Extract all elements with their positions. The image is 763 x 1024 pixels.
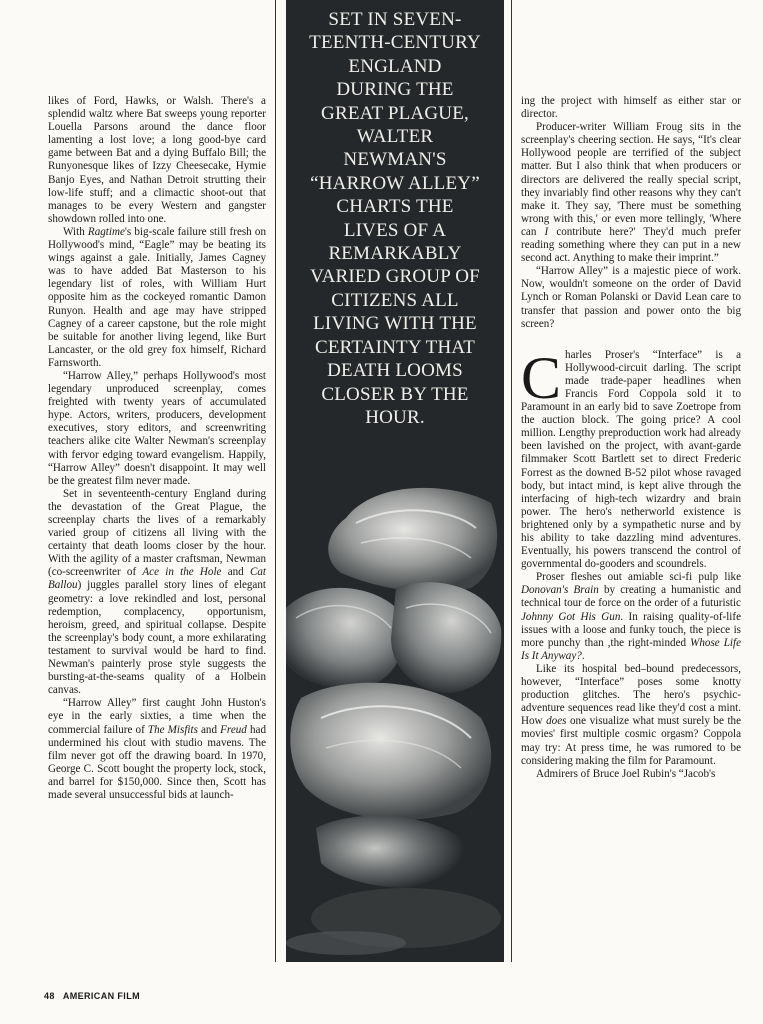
- page-number: 48: [44, 991, 55, 1001]
- right-paragraph-7: Admirers of Bruce Joel Rubin's “Jacob's: [536, 767, 716, 780]
- right-paragraph-1: ing the project with himself as either star or director.: [521, 95, 741, 121]
- magazine-name: AMERICAN FILM: [62, 991, 141, 1001]
- left-column: [48, 95, 266, 802]
- pullquote-panel: [286, 0, 504, 962]
- drop-cap: C: [521, 344, 562, 411]
- page-footer: [44, 991, 148, 1001]
- pullquote-text: SET IN SEVEN- TEENTH-CENTURY ENGLAND DURING THE GREAT PLAGUE, WALTER NEWMAN'S “HARROW ALLEY” CHARTS THE LIVES OF A REMARKABLY VARIED GROUP OF CITIZENS ALL LIVING WITH THE CERTAINTY THAT DEATH LOOMS CLOSER BY THE HOUR.: [309, 9, 481, 428]
- left-paragraph-2: With Ragtime's big-scale failure still fresh on Hollywood's mind, “Eagle” may be beating its wings against a gale. Initially, James Cagney was to have added Bat Masterson to his legendary list of roles, with William Hurt opposite him as the cockeyed romantic Damon Runyon. Health and age may have stripped Cagney of a career capstone, but the role might be suitable for another living legend, like Burt Lancaster, or the old grey fox himself, Richard Farnsworth.: [48, 225, 267, 369]
- left-paragraph-1: likes of Ford, Hawks, or Walsh. There's a splendid waltz where Bat sweeps young reporter Louella Parsons around the dance floor lamenting a lost love; a long good-bye card game between Bat and a dying Buffalo Bill; the Runyonesque likes of Izzy Cheesecake, Hymie Banjo Eyes, and Nathan Detroit strutting their low-life stuff; and a climactic shoot-out that manages to be every Western and gangster showdown rolled into one.: [48, 95, 266, 225]
- right-paragraph-2: Producer-writer William Froug sits in the screenplay's cheering section. He says, “It's clear Hollywood people are terrified of the subject matter. But I also think that when producers or directors are delivered the really special script, they invariably find other reasons why they can't make it. They say, 'There must be something wrong with this,' or even more tellingly, 'Where can I contribute here?' They'd much prefer reading something where they can put in a new second act. Anything to make their imprint.”: [521, 121, 742, 265]
- left-paragraph-3: “Harrow Alley,” perhaps Hollywood's most legendary unproduced screenplay, comes freighted with twenty years of accumulated hype. Actors, writers, producers, development executives, story editors, and screenwriting teachers alike cite Walter Newman's screenplay with fervor edging toward evangelism. Happily, “Harrow Alley” doesn't disappoint. It may well be the greatest film never made.: [48, 369, 266, 487]
- oyster-photo: [286, 478, 504, 962]
- left-paragraph-5: “Harrow Alley” first caught John Huston's eye in the early sixties, a time when the commercial failure of The Misfits and Freud had undermined his clout with studio mavens. The film never got off the drawing board. In 1970, George C. Scott bought the property lock, stock, and barrel for $150,000. Since then, Scott has made several unsuccessful bids at launch-: [48, 697, 266, 801]
- left-paragraph-4: Set in seventeenth-century England during the devastation of the Great Plague, the screenplay charts the lives of a remarkably varied group of citizens all living with the certainty that death looms closer by the hour. With the agility of a master craftsman, Newman (co-screenwriter of Ace in the Hole and Cat Ballou) juggles parallel story lines of elegant geometry: a love rekindled and lost, personal redemption, complacency, opportunism, heroism, greed, and spiritual collapse. Despite the screenplay's body count, a more exhilarating testament to survival would be hard to find. Newman's painterly prose style suggests the bursting-at-the-seams quality of a Holbein canvas.: [48, 487, 266, 697]
- column-rule-left: [275, 0, 276, 962]
- right-paragraph-4: Charles Proser's “Interface” is a Hollywood-circuit darling. The script made trade-paper headlines when Francis Ford Coppola sold it to Paramount in an early bid to save Zoetrope from the auction block. The going price? A cool million. Lengthy preproduction work had already been lavished on the project, with avant-garde filmmaker Scott Bartlett set to direct Frederic Forrest as the downed B-52 pilot whose ravaged body, but intact mind, is kept alive through the interfacing of high-tech wizardry and brain power. The hero's netherworld existence is brightened only by a sympathetic nurse and by his ability to take dazzling mind adventures. Eventually, his powers transcend the control of governmental do-gooders and scoundrels.: [521, 344, 741, 571]
- right-paragraph-5: Proser fleshes out amiable sci-fi pulp like Donovan's Brain by creating a humanistic and technical tour de force on the order of a futuristic Johnny Got His Gun. In raising quality-of-life issues with a loose and funky touch, the piece is more punchy than ,the right-minded Whose Life Is It Anyway?.: [521, 571, 742, 662]
- right-paragraph-6: Like its hospital bed–bound predecessors, however, “Interface” poses some knotty production glitches. The hero's psychic-adventure sequences read like they'd cost a mint. How does one visualize what must surely be the movies' first multiple cosmic orgasm? Coppola may try: At press time, he was rumored to be considering making the film for Paramount.: [521, 662, 742, 767]
- right-column: [521, 95, 741, 781]
- right-paragraph-3: “Harrow Alley” is a majestic piece of work. Now, wouldn't someone on the order of David Lynch or Roman Polanski or David Lean care to transfer that passion and power onto the big screen?: [521, 265, 741, 330]
- column-rule-right: [511, 0, 512, 962]
